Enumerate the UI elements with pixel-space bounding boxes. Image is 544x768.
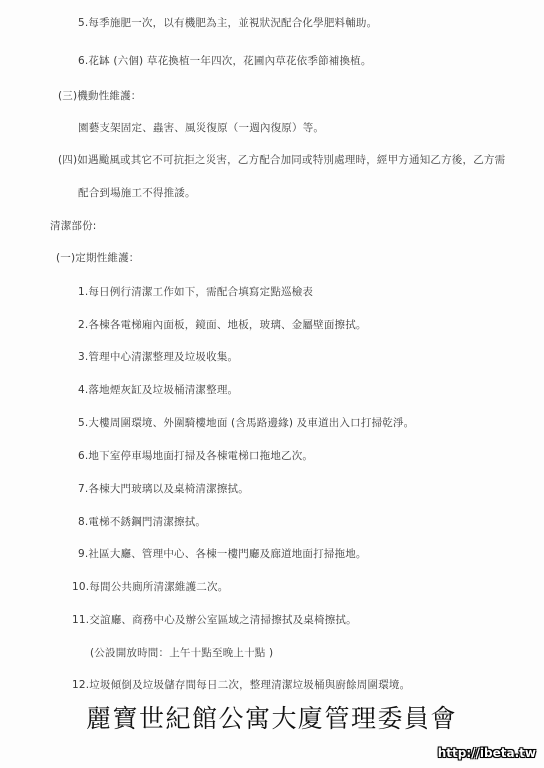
list-item: 4.落地煙灰缸及垃圾桶清潔整理。	[78, 384, 239, 396]
list-item: 8.電梯不銹鋼門清潔擦拭。	[78, 516, 207, 528]
note-line: (公設開放時間：上午十點至晚上十點 )	[90, 647, 274, 659]
list-item: 5.大樓周圍環境、外圍騎樓地面 (含馬路邊緣) 及車道出入口打掃乾淨。	[78, 417, 415, 429]
text-line: 配合到場施工不得推諉。	[78, 187, 196, 199]
text-line: 5.每季施肥一次，以有機肥為主，並視狀況配合化學肥料輔助。	[78, 17, 378, 29]
list-item: 12.垃圾傾倒及垃圾儲存間每日二次，整理清潔垃圾桶與廚餘周圍環境。	[72, 679, 411, 691]
list-item: 11.交誼廳、商務中心及辦公室區域之清掃擦拭及桌椅擦拭。	[72, 614, 357, 626]
watermark: http://ibeta.tw	[437, 746, 536, 760]
list-item: 3.管理中心清潔整理及垃圾收集。	[78, 351, 239, 363]
list-item: 7.各棟大門玻璃以及桌椅清潔擦拭。	[78, 483, 249, 495]
section-heading: (三)機動性維護：	[58, 90, 142, 102]
list-item: 2.各棟各電梯廂內面板，鏡面、地板，玻璃、金屬壁面擦拭。	[78, 319, 367, 331]
text-line: 6.花缽 (六個) 草花換植一年四次，花圃內草花依季節補換植。	[78, 55, 372, 67]
section-heading: 清潔部份:	[50, 220, 97, 232]
list-item: 6.地下室停車場地面打掃及各棟電梯口拖地乙次。	[78, 450, 314, 462]
text-line: (四)如遇颱風或其它不可抗拒之災害，乙方配合加同或特別處理時，經甲方通知乙方後，乙方需	[58, 154, 506, 166]
footer-title: 麗寶世紀館公寓大廈管理委員會	[86, 704, 458, 733]
list-item: 1.每日例行清潔工作如下，需配合填寫定點巡檢表	[78, 286, 314, 298]
text-line: 園藝支架固定、蟲害、風災復原（一週內復原）等。	[78, 122, 325, 134]
list-item: 10.每間公共廁所清潔維護二次。	[72, 581, 229, 593]
list-item: 9.社區大廳、管理中心、各棟一樓門廳及廊道地面打掃拖地。	[78, 548, 367, 560]
section-heading: (一)定期性維護：	[56, 252, 140, 264]
